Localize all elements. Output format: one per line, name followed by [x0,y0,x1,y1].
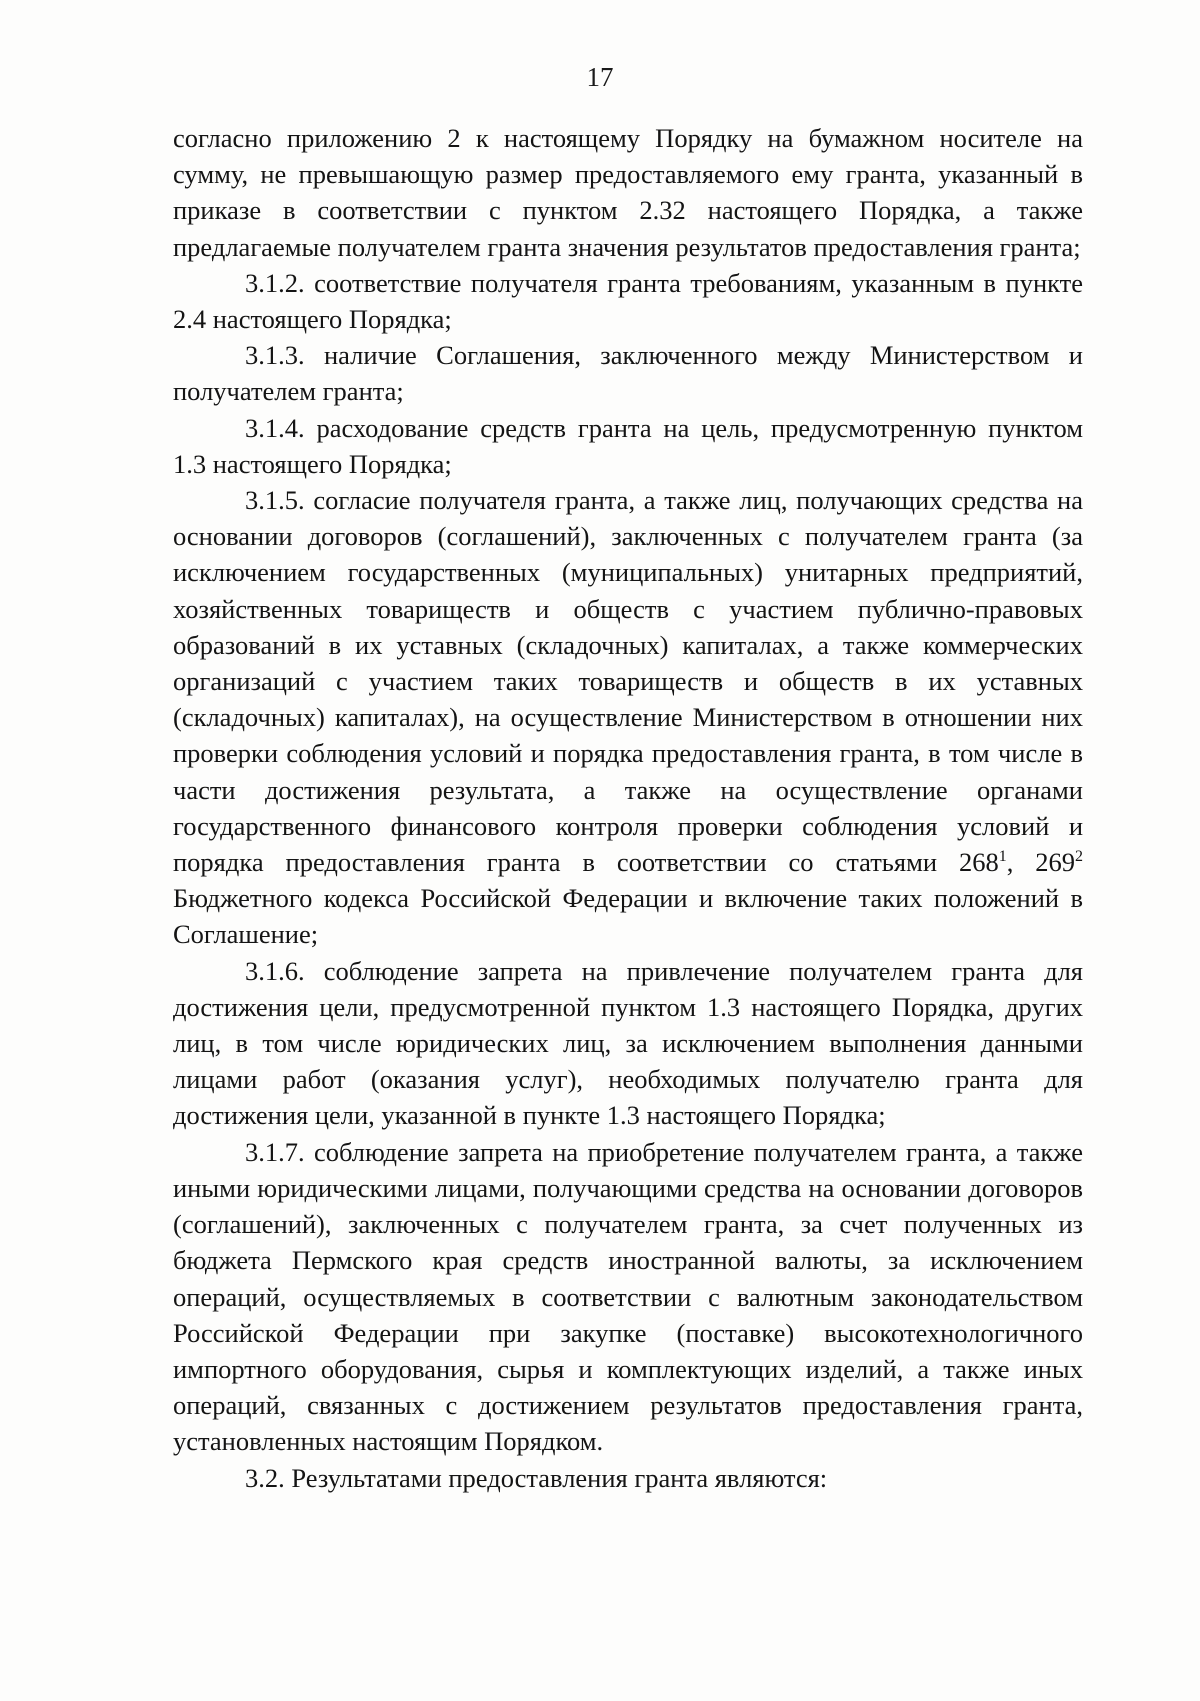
paragraph-3-1-6: 3.1.6. соблюдение запрета на привлечение получателем гранта для достижения цели, предусмотренной пунктом 1.3 настоящего Порядка, других лиц, в том числе юридических лиц, за исключением выполнения данными лицами работ (оказания услуг), необходимых получателю гранта для достижения цели, указанной в пункте 1.3 настоящего Порядка; [173,955,1083,1131]
paragraph-3-2: 3.2. Результатами предоставления гранта являются: [245,1462,828,1493]
paragraph-3-1-7: 3.1.7. соблюдение запрета на приобретение получателем гранта, а также иными юридическими лицами, получающими средства на основании договоров (соглашений), заключенных с получателем гранта, за счет полученных из бюджета Пермского края средств иностранной валюты, за исключением операций, осуществляемых в соответствии с валютным законодательством Российской Федерации при закупке (поставке) высокотехнологичного импортного оборудования, сырья и комплектующих изделий, а также иных операций, связанных с достижением результатов предоставления гранта, установленных настоящим Порядком. [173,1136,1083,1457]
article-269-superscript: 2 [1075,848,1083,866]
paragraph-3-1-5-text-a: 3.1.5. согласие получателя гранта, а также лиц, получающих средства на основании договоров (соглашений), заключенных с получателем гранта (за исключением государственных (муниципальных) унитарных предприятий, хозяйственных товариществ и обществ с участием публично-правовых образований в их уставных (складочных) капиталах, а также коммерческих организаций с участием таких товариществ и обществ в их уставных (складочных) капиталах), на осуществление Министерством в отношении них проверки соблюдения условий и порядка предоставления гранта, в том числе в части достижения результата, а также на осуществление органами государственного финансового контроля проверки соблюдения условий и порядка предоставления гранта в соответствии со статьями 268 [173,485,1083,878]
document-body [173,120,1083,1496]
paragraph-3-1-2: 3.1.2. соответствие получателя гранта требованиям, указанным в пункте 2.4 настоящего Порядка; [173,267,1083,335]
paragraph-3-1-5 [173,482,1083,953]
paragraph-3-1-4: 3.1.4. расходование средств гранта на цель, предусмотренную пунктом 1.3 настоящего Порядка; [173,412,1083,479]
paragraph-3-1-5-text-c: Бюджетного кодекса Российской Федерации и включение таких положений в Соглашение; [173,883,1083,950]
article-268-superscript: 1 [998,848,1007,866]
page-number: 17 [586,62,614,92]
paragraph-3-1-3: 3.1.3. наличие Соглашения, заключенного между Министерством и получателем гранта; [173,340,1083,407]
paragraph-continuation: согласно приложению 2 к настоящему Порядку на бумажном носителе на сумму, не превышающую размер предоставляемого ему гранта, указанный в приказе в соответствии с пунктом 2.32 настоящего Порядка, а также предлагаемые получателем гранта значения результатов предоставления гранта; [173,123,1083,262]
paragraph-3-1-5-text-b: , 269 [1006,847,1075,878]
